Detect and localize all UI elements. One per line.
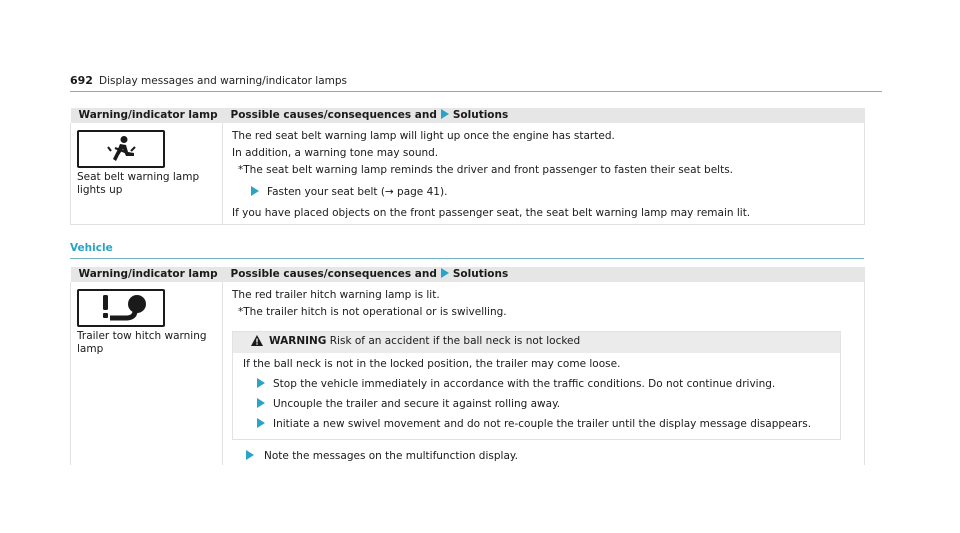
- seatbelt-text-2: In addition, a warning tone may sound.: [232, 147, 439, 159]
- table-header-lamp: Warning/indicator lamp: [71, 108, 223, 123]
- warning-header: [233, 332, 840, 353]
- warning-subtitle: Risk of an accident if the ball neck is not locked: [329, 335, 581, 347]
- seatbelt-step: Fasten your seat belt (→ page 41).: [232, 184, 856, 201]
- trailer-hitch-warning-icon: [77, 289, 165, 327]
- play-arrow-icon: [246, 450, 254, 460]
- play-arrow-icon: [441, 109, 449, 119]
- warning-title: WARNING: [269, 335, 327, 347]
- play-arrow-icon: [257, 418, 265, 428]
- page-number: 692: [70, 74, 93, 87]
- warning-step-2: Uncouple the trailer and secure it against rolling away.: [243, 396, 830, 413]
- seatbelt-lamp-label: Seat belt warning lamp lights up: [77, 171, 200, 196]
- trailer-solutions-cell: [223, 282, 865, 465]
- page-header-title: Display messages and warning/indicator lamps: [99, 75, 347, 87]
- warning-triangle-icon: [251, 335, 263, 351]
- warning-text: If the ball neck is not in the locked position, the trailer may come loose.: [243, 358, 621, 370]
- warning-step-3: Initiate a new swivel movement and do not re-couple the trailer until the display message disappears.: [243, 416, 830, 433]
- play-arrow-icon: [257, 378, 265, 388]
- warning-body: [233, 353, 840, 439]
- play-arrow-icon: [441, 268, 449, 278]
- trailer-text-1: The red trailer hitch warning lamp is lit.: [232, 289, 440, 301]
- table-header-causes: Possible causes/consequences and Solutions: [223, 267, 865, 282]
- play-arrow-icon: [251, 186, 259, 196]
- play-arrow-icon: [257, 398, 265, 408]
- seatbelt-lamp-table: [70, 108, 865, 225]
- trailer-lamp-cell: [71, 282, 223, 465]
- warning-box: [232, 331, 841, 440]
- table-header-causes: Possible causes/consequences and Solutions: [223, 108, 865, 123]
- seatbelt-solutions-cell: [223, 123, 865, 225]
- seatbelt-text-1: The red seat belt warning lamp will light up once the engine has started.: [232, 130, 615, 142]
- table-header-lamp: Warning/indicator lamp: [71, 267, 223, 282]
- seatbelt-text-3: *The seat belt warning lamp reminds the driver and front passenger to fasten their seat belts.: [238, 164, 733, 176]
- trailer-note: Note the messages on the multifunction display.: [232, 448, 856, 465]
- warning-step-1: Stop the vehicle immediately in accordance with the traffic conditions. Do not continue driving.: [243, 376, 830, 393]
- trailer-text-2: *The trailer hitch is not operational or is swivelling.: [238, 306, 507, 318]
- seatbelt-text-4: If you have placed objects on the front passenger seat, the seat belt warning lamp may remain lit.: [232, 207, 751, 219]
- seatbelt-lamp-cell: [71, 123, 223, 225]
- trailer-lamp-label: Trailer tow hitch warning lamp: [77, 330, 207, 355]
- seatbelt-warning-icon: [77, 130, 165, 168]
- section-title: Vehicle: [70, 242, 864, 259]
- page-header: [70, 73, 882, 92]
- trailer-lamp-table: [70, 267, 865, 465]
